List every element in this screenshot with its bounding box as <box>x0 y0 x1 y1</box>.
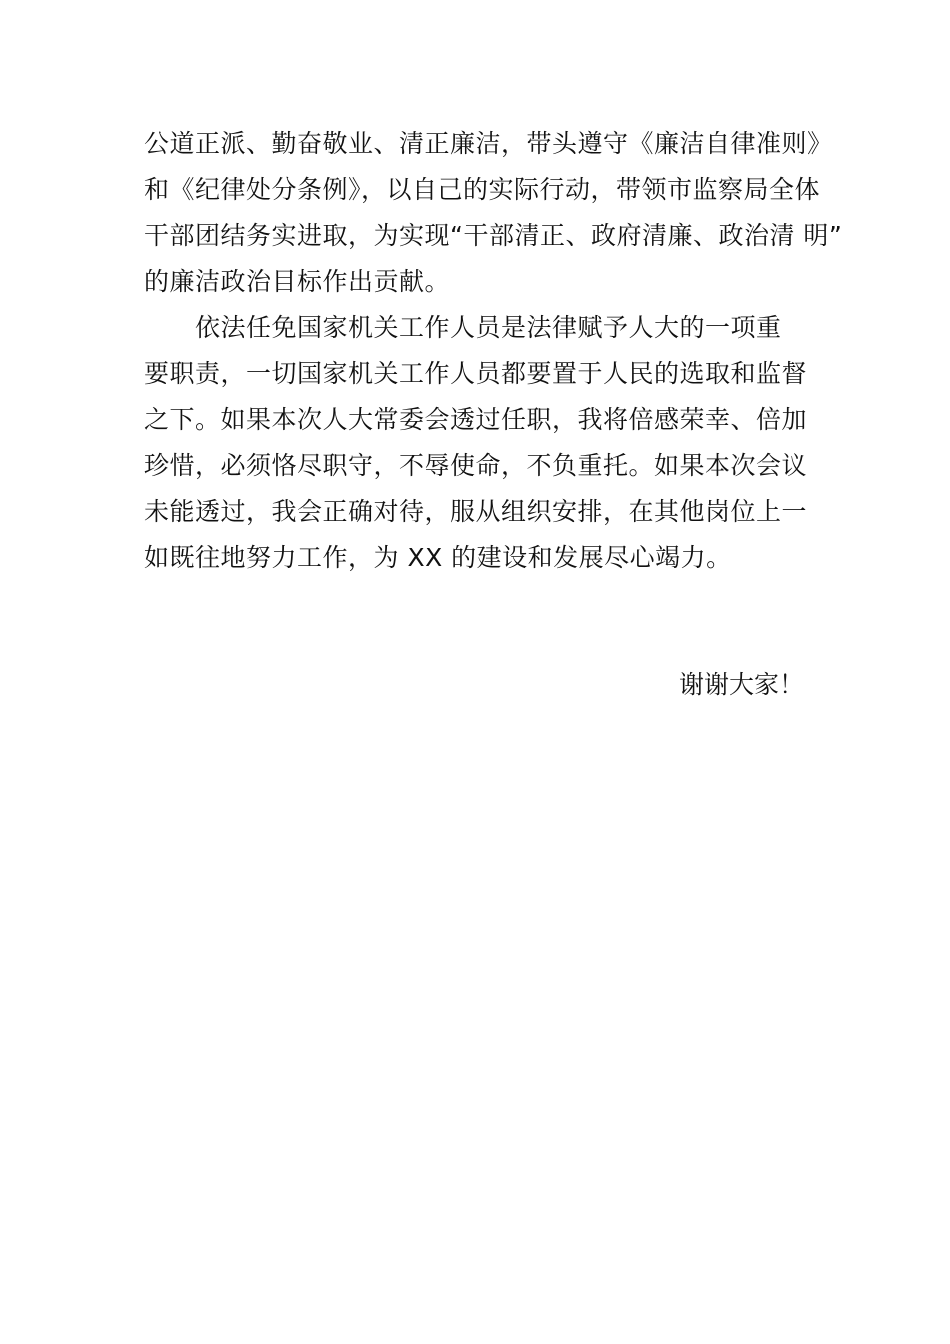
paragraph-2 <box>144 305 808 581</box>
text-line: 如既往地努力工作，为 XX 的建设和发展尽心竭力。 <box>144 543 732 572</box>
text-line: 依法任免国家机关工作人员是法律赋予人大的一项重 <box>144 313 782 342</box>
text-line: 公道正派、勤奋敬业、清正廉洁，带头遵守《廉洁自律准则》 <box>144 129 833 158</box>
text-line: 要职责，一切国家机关工作人员都要置于人民的选取和监督 <box>144 359 808 388</box>
document-body <box>144 121 843 581</box>
text-line: 和《纪律处分条例》，以自己的实际行动，带领市监察局全体 <box>144 175 821 204</box>
paragraph-1 <box>144 121 843 305</box>
text-line: 未能透过，我会正确对待，服从组织安排，在其他岗位上一 <box>144 497 808 526</box>
text-line: 干部团结务实进取，为实现“干部清正、政府清廉、政治清 明” <box>144 221 843 250</box>
closing-remark: 谢谢大家！ <box>678 670 804 699</box>
text-line: 之下。如果本次人大常委会透过任职，我将倍感荣幸、倍加 <box>144 405 808 434</box>
text-line: 珍惜，必须恪尽职守，不辱使命，不负重托。如果本次会议 <box>144 451 808 480</box>
text-line: 的廉洁政治目标作出贡献。 <box>144 267 451 296</box>
